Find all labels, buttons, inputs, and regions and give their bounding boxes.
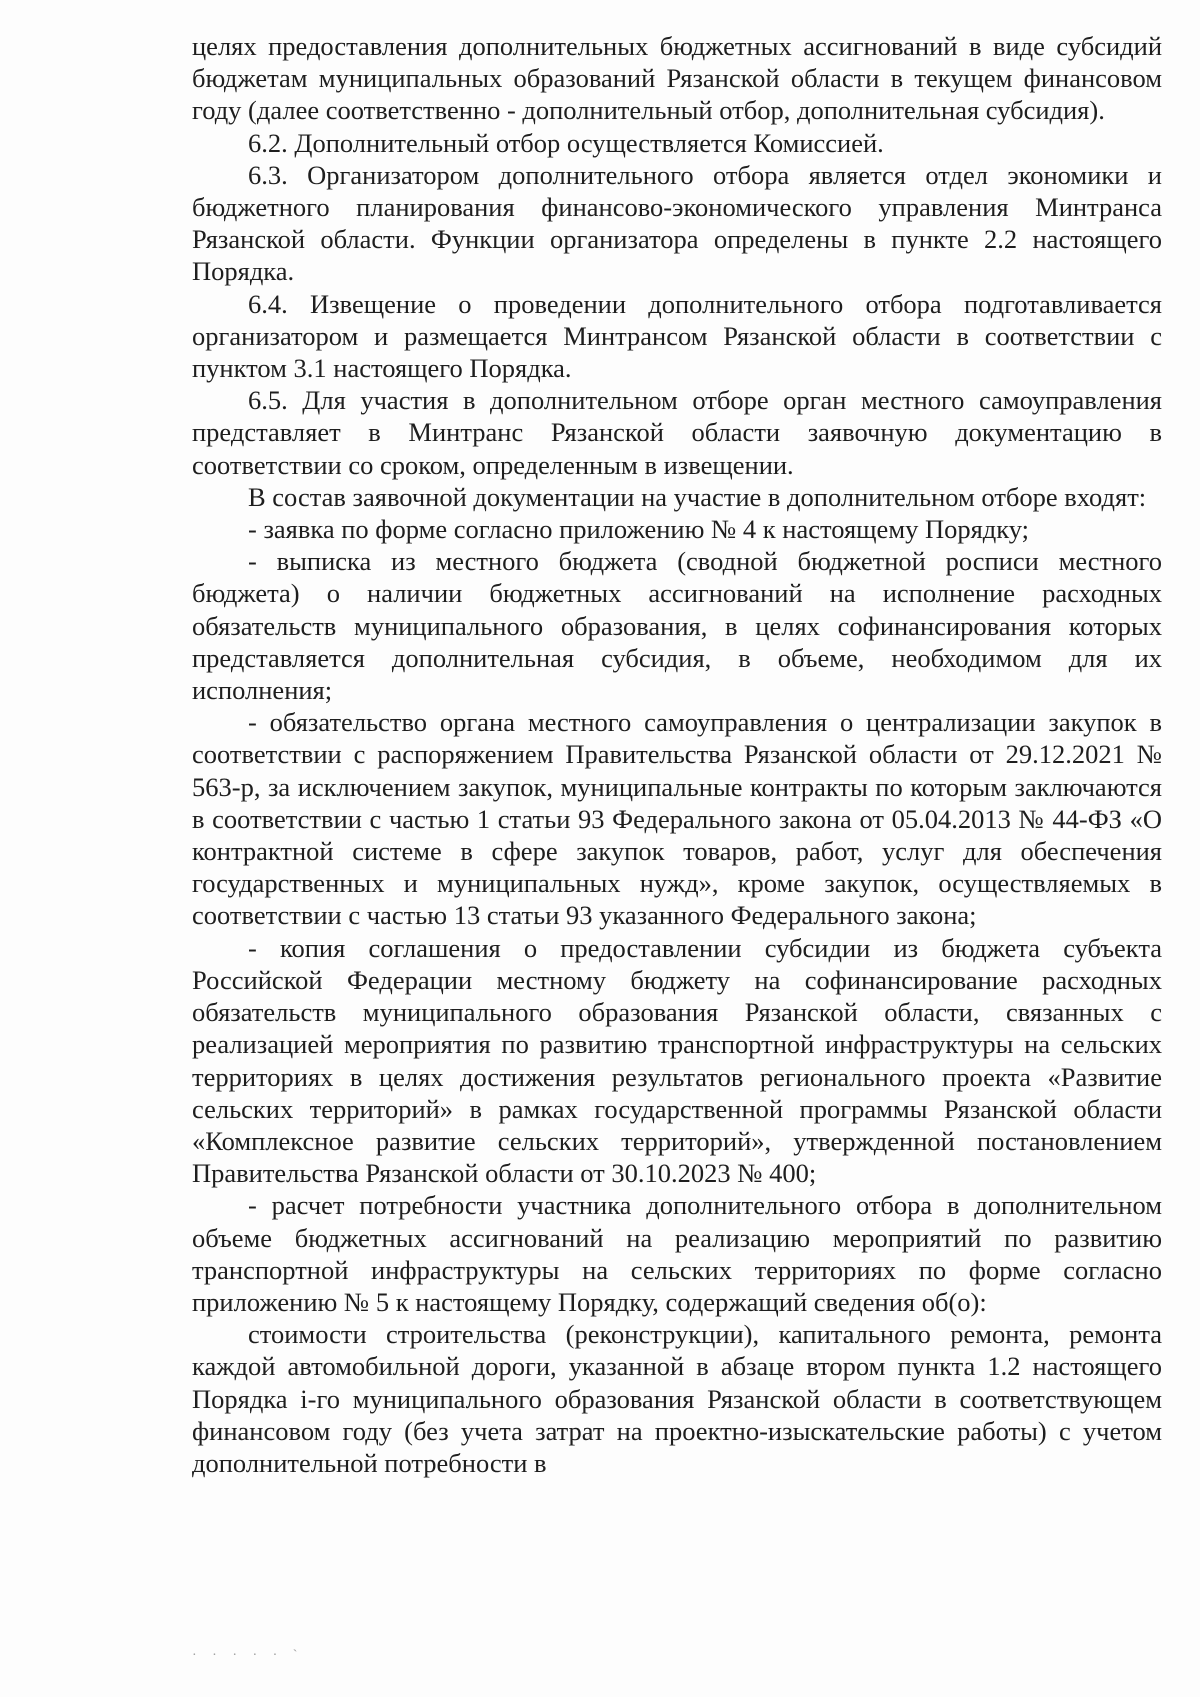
paragraph-6-2: 6.2. Дополнительный отбор осуществляется Комиссией. (248, 127, 884, 158)
list-item-procurement-obligation: - обязательство органа местного самоуправления о централизации закупок в соответствии с распоряжением Правительства Рязанской области от 29.12.2021 № 563-р, за исключением закупок, муниципальные контракты по которым заключаются в соответствии с частью 1 статьи 93 Федерального закона от 05.04.2013 № 44-ФЗ «О контрактной системе в сфере закупок товаров, работ, услуг для обеспечения государственных и муниципальных нужд», кроме закупок, осуществляемых в соответствии с частью 13 статьи 93 указанного Федерального закона; (192, 707, 1162, 931)
document-body (192, 30, 1162, 1479)
paragraph-continuation: целях предоставления дополнительных бюджетных ассигнований в виде субсидий бюджетам муниципальных образований Рязанской области в текущем финансовом году (далее соответственно - дополнительный отбор, дополнительная субсидия). (192, 31, 1162, 126)
paragraph-construction-cost: стоимости строительства (реконструкции), капитального ремонта, ремонта каждой автомобильной дороги, указанной в абзаце втором пункта 1.2 настоящего Порядка i-го муниципального образования Рязанской области в соответствующем финансовом году (без учета затрат на проектно-изыскательские работы) с учетом дополнительной потребности в (192, 1319, 1162, 1478)
list-item-need-calculation: - расчет потребности участника дополнительного отбора в дополнительном объеме бюджетных ассигнований на реализацию мероприятий по развитию транспортной инфраструктуры на сельских территориях по форме согласно приложению № 5 к настоящему Порядку, содержащий сведения об(о): (192, 1190, 1162, 1317)
paragraph-documentation-intro: В состав заявочной документации на участие в дополнительном отборе входят: (248, 481, 1147, 512)
scan-artifacts: · · · · · ˋ (192, 1648, 304, 1663)
list-item-application: - заявка по форме согласно приложению № 4 к настоящему Порядку; (248, 514, 1030, 545)
paragraph-6-3: 6.3. Организатором дополнительного отбора является отдел экономики и бюджетного планирования финансово-экономического управления Минтранса Рязанской области. Функции организатора определены в пункте 2.2 настоящего Порядка. (192, 159, 1162, 287)
list-item-budget-extract: - выписка из местного бюджета (сводной бюджетной росписи местного бюджета) о наличии бюджетных ассигнований на исполнение расходных обязательств муниципального образования, в целях софинансирования которых представляется дополнительная субсидия, в объеме, необходимом для их исполнения; (192, 546, 1162, 706)
paragraph-6-4: 6.4. Извещение о проведении дополнительного отбора подготавливается организатором и размещается Минтрансом Рязанской области в соответствии с пунктом 3.1 настоящего Порядка. (192, 288, 1162, 384)
list-item-agreement-copy: - копия соглашения о предоставлении субсидии из бюджета субъекта Российской Федерации местному бюджету на софинансирование расходных обязательств муниципального образования Рязанской области, связанных с реализацией мероприятия по развитию транспортной инфраструктуры на сельских территориях в целях достижения результатов регионального проекта «Развитие сельских территорий» в рамках государственной программы Рязанской области «Комплексное развитие сельских территорий», утвержденной постановлением Правительства Рязанской области от 30.10.2023 № 400; (192, 932, 1162, 1189)
paragraph-6-5: 6.5. Для участия в дополнительном отборе орган местного самоуправления представляет в Минтранс Рязанской области заявочную документацию в соответствии со сроком, определенным в извещении. (192, 385, 1162, 480)
